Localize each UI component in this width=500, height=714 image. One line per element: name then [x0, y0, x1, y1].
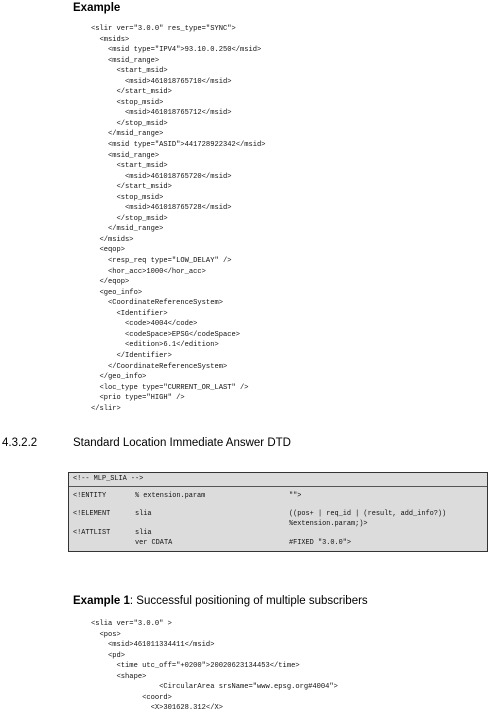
code-line: </msids> — [91, 235, 134, 244]
code-line: <pos> — [91, 630, 121, 639]
code-line: <msid_range> — [91, 56, 160, 65]
section-title: Standard Location Immediate Answer DTD — [73, 437, 291, 449]
code-line: <start_msid> — [91, 67, 168, 76]
code-line: <slir ver="3.0.0" res_type="SYNC"> — [91, 25, 236, 33]
code-line: <msids> — [91, 35, 130, 44]
dtd-attlist-name: slia ver CDATA — [135, 529, 173, 547]
code-line: <msid>461018765710</msid> — [91, 77, 232, 86]
dtd-box — [68, 472, 488, 552]
slir-request-code — [91, 24, 266, 414]
code-line: <msid>461018765728</msid> — [91, 204, 232, 213]
code-line: <msid>461018765720</msid> — [91, 172, 232, 181]
dtd-entity-name: % extension.param — [135, 492, 206, 500]
code-line: <resp_req type="LOW_DELAY" /> — [91, 257, 232, 266]
dtd-entity-keyword: <!ENTITY — [73, 492, 107, 500]
code-line: <code>4004</code> — [91, 320, 198, 329]
section-number: 4.3.2.2 — [2, 437, 38, 449]
code-line: <codeSpace>EPSG</codeSpace> — [91, 330, 240, 339]
code-line: <Identifier> — [91, 309, 168, 318]
code-line: </CoordinateReferenceSystem> — [91, 362, 228, 371]
code-line: </stop_msid> — [91, 214, 168, 223]
example1-heading: Example 1: Successful positioning of multiple subscribers — [73, 595, 368, 607]
code-line: </eqop> — [91, 278, 130, 287]
dtd-divider — [69, 486, 487, 487]
code-line: </msid_range> — [91, 130, 164, 139]
code-line: </start_msid> — [91, 88, 172, 97]
code-line: <hor_acc>1000</hor_acc> — [91, 267, 206, 276]
code-line: <pd> — [91, 651, 126, 660]
code-line: </msid_range> — [91, 225, 164, 234]
code-line: <msid>461018765712</msid> — [91, 109, 232, 118]
dtd-attlist-value: #FIXED "3.0.0"> — [289, 538, 352, 547]
code-line: </Identifier> — [91, 351, 172, 360]
code-line: <eqop> — [91, 246, 126, 255]
example-heading: Example — [73, 2, 121, 14]
code-line: <CoordinateReferenceSystem> — [91, 299, 223, 308]
code-line: <slia ver="3.0.0" > — [91, 620, 172, 628]
code-line: <msid type="ASID">441728922342</msid> — [91, 141, 266, 150]
code-line: <stop_msid> — [91, 98, 164, 107]
code-line: <start_msid> — [91, 162, 168, 171]
code-line: <shape> — [91, 672, 147, 681]
dtd-element-value: ((pos+ | req_id | (result, add_info?)) %extension.param;)> — [289, 510, 447, 528]
slia-answer-code — [91, 619, 338, 714]
dtd-element-name: slia — [135, 510, 152, 518]
dtd-comment: <!-- MLP_SLIA --> — [73, 475, 144, 483]
code-line: <loc_type type="CURRENT_OR_LAST" /> — [91, 383, 249, 392]
code-line: <msid_range> — [91, 151, 160, 160]
code-line: <coord> — [91, 693, 172, 702]
code-line: <msid>461011334411</msid> — [91, 641, 215, 650]
code-line: <stop_msid> — [91, 193, 164, 202]
dtd-entity-value: ""> — [289, 492, 302, 500]
code-line: </stop_msid> — [91, 119, 168, 128]
code-line: <X>301628.312</X> — [91, 704, 223, 713]
code-line: <msid type="IPV4">93.10.0.250</msid> — [91, 46, 262, 55]
code-line: <edition>6.1</edition> — [91, 341, 219, 350]
code-line: </geo_info> — [91, 373, 147, 382]
code-line: </start_msid> — [91, 183, 172, 192]
dtd-attlist-keyword: <!ATTLIST — [73, 529, 111, 537]
code-line: <CircularArea srsName="www.epsg.org#4004"> — [91, 683, 338, 692]
code-line: <geo_info> — [91, 288, 143, 297]
code-line: <time utc_off="+0200">20020623134453</time> — [91, 662, 300, 671]
dtd-element-keyword: <!ELEMENT — [73, 510, 111, 518]
code-line: <prio type="HIGH" /> — [91, 394, 185, 403]
code-line: </slir> — [91, 404, 121, 413]
